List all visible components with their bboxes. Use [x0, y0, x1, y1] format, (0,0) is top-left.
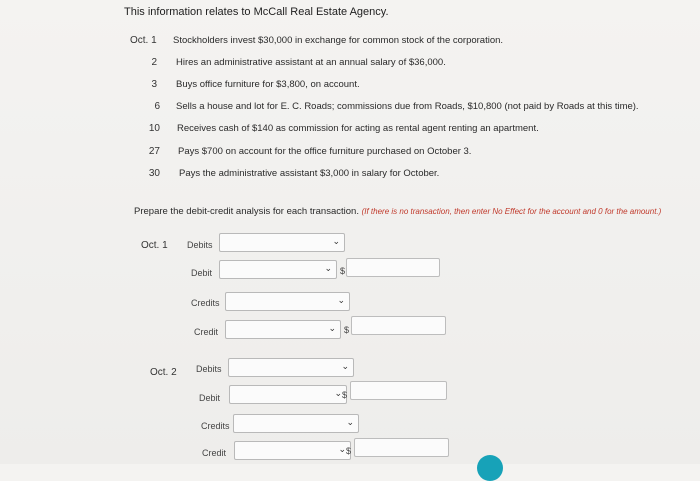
credit-label: Credit: [202, 448, 227, 458]
chevron-down-icon: ⌄: [337, 295, 345, 305]
txn-text: Buys office furniture for $3,800, on account.: [176, 79, 360, 90]
txn-text: Sells a house and lot for E. C. Roads; commissions due from Roads, $10,800 (not paid by Roads at this time).: [176, 101, 639, 112]
txn-text: Receives cash of $140 as commission for acting as rental agent renting an apartment.: [177, 123, 539, 134]
debits-label: Debits: [196, 364, 222, 374]
debit-amount-input[interactable]: [350, 381, 447, 400]
debits-account-select[interactable]: [228, 358, 354, 377]
credit-label: Credit: [194, 327, 219, 337]
instruction: [134, 206, 661, 217]
txn-day: 6: [154, 101, 160, 112]
credit-amount-input[interactable]: [351, 316, 446, 335]
chevron-down-icon: ⌄: [332, 236, 340, 246]
dollar-sign: $: [342, 390, 348, 400]
txn-day: 30: [148, 168, 160, 179]
dollar-sign: $: [346, 446, 352, 456]
section-date: Oct. 2: [150, 367, 177, 378]
section-date: Oct. 1: [141, 240, 168, 251]
txn-text: Pays the administrative assistant $3,000 in salary for October.: [179, 168, 440, 179]
txn-day: 10: [148, 123, 160, 134]
debit-account-select[interactable]: [229, 385, 347, 404]
debits-account-select[interactable]: [219, 233, 345, 252]
debits-label: Debits: [187, 240, 213, 250]
debit-label: Debit: [191, 268, 213, 278]
credits-label: Credits: [191, 298, 220, 308]
credit-account-select[interactable]: [225, 320, 341, 339]
instruction-note: (If there is no transaction, then enter No Effect for the account and 0 for the amount.): [361, 207, 662, 216]
credit-amount-input[interactable]: [354, 438, 449, 457]
debit-label: Debit: [199, 393, 221, 403]
chevron-down-icon: ⌄: [328, 323, 336, 333]
credits-account-select[interactable]: [225, 292, 350, 311]
txn-text: Hires an administrative assistant at an annual salary of $36,000.: [176, 57, 446, 68]
help-chat-icon[interactable]: [477, 455, 503, 481]
chevron-down-icon: ⌄: [338, 444, 346, 454]
chevron-down-icon: ⌄: [324, 263, 332, 273]
instruction-text: Prepare the debit-credit analysis for each transaction.: [134, 206, 359, 217]
credits-account-select[interactable]: [233, 414, 359, 433]
debit-amount-input[interactable]: [346, 258, 440, 277]
txn-text: Pays $700 on account for the office furniture purchased on October 3.: [178, 146, 472, 157]
debit-account-select[interactable]: [219, 260, 337, 279]
chevron-down-icon: ⌄: [341, 361, 349, 371]
txn-day: 27: [148, 146, 160, 157]
dollar-sign: $: [340, 266, 346, 276]
chevron-down-icon: ⌄: [334, 388, 342, 398]
chevron-down-icon: ⌄: [346, 417, 354, 427]
txn-text: Stockholders invest $30,000 in exchange for common stock of the corporation.: [173, 35, 504, 46]
credits-label: Credits: [201, 421, 230, 431]
dollar-sign: $: [344, 325, 350, 335]
intro-text: This information relates to McCall Real Estate Agency.: [124, 6, 389, 18]
txn-day: 2: [151, 57, 157, 68]
txn-day: 3: [151, 79, 157, 90]
month-label: Oct. 1: [130, 35, 157, 46]
credit-account-select[interactable]: [234, 441, 351, 460]
